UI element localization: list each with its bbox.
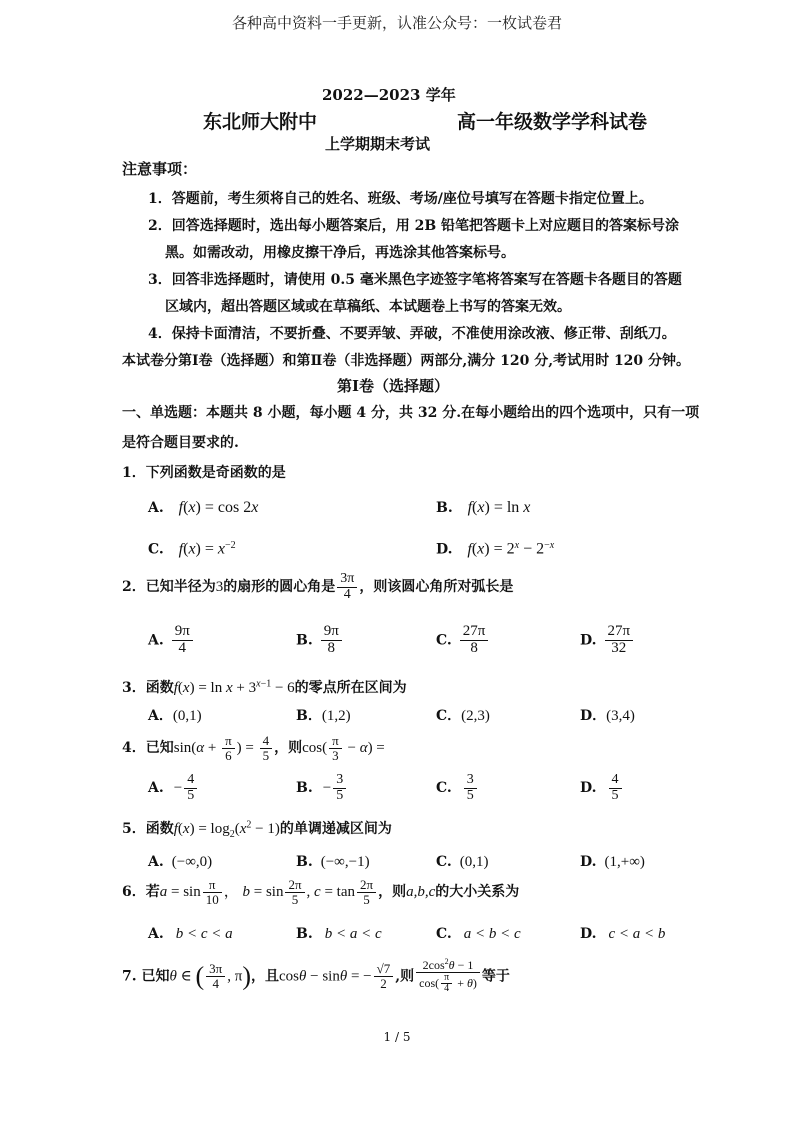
q4-stem: 4．已知sin(α + $\frac{\pi}{6}$ ) = $\frac{4}{5}$ ，则cos( $\frac{\pi}{3}$ − α) = [122, 733, 385, 763]
q1-stem: 1．下列函数是奇函数的是 [122, 465, 286, 481]
q3-option-b: B．(1,2) [296, 708, 351, 724]
header-banner: 各种高中资料一手更新，认准公众号：一枚试卷君 [231, 14, 562, 32]
q4-option-d: D. $\frac{4}{5}$ [580, 773, 624, 803]
q6-stem: 6．若a = sin $\frac{\pi}{10}$ ， b = sin $\frac{2\pi}{5}$ , c = tan $\frac{2\pi}{5}$ ，则a,b,c的大小关系为 [122, 877, 520, 907]
exam-year: 2022—2023 学年 [322, 86, 456, 104]
section1-line1: 一、单选题：本题共 8 小题，每小题 4 分，共 32 分.在每小题给出的四个选项中，只有一项 [122, 405, 700, 421]
note-item-4: 4．保持卡面清洁，不要折叠、不要弄皱、弄破，不准使用涂改液、修正带、刮纸刀。 [148, 326, 676, 342]
q5-option-c: C. (0,1) [436, 854, 489, 870]
q6-option-c: C. a < b < c [436, 926, 521, 942]
note-item-2: 2．回答选择题时，选出每小题答案后，用 2B 铅笔把答题卡上对应题目的答案标号涂 [148, 218, 680, 234]
q6-option-a: A. b < c < a [148, 926, 233, 942]
q5-option-b: B. (−∞,−1) [296, 854, 370, 870]
note-item-2-cont: 黑。如需改动，用橡皮擦干净后，再选涂其他答案标号。 [165, 245, 515, 261]
q2-option-d: D. $\frac{27\pi}{32}$ [580, 624, 635, 657]
q6-option-d: D. c < a < b [580, 926, 666, 942]
notes-summary: 本试卷分第Ⅰ卷（选择题）和第Ⅱ卷（非选择题）两部分,满分 120 分,考试用时 120 分钟。 [122, 353, 691, 369]
q2-option-a: A. $\frac{9\pi}{4}$ [148, 624, 195, 657]
page-number: 1 / 5 [383, 1030, 411, 1044]
note-item-3-cont: 区域内，超出答题区域或在草稿纸、本试题卷上书写的答案无效。 [165, 299, 571, 315]
q2-option-b: B. $\frac{9\pi}{8}$ [296, 624, 344, 657]
exam-subject: 高一年级数学学科试卷 [457, 111, 648, 133]
note-item-3: 3．回答非选择题时，请使用 0.5 毫米黑色字迹签字笔将答案写在答题卡各题目的答题 [148, 272, 682, 288]
q3-option-d: D．(3,4) [580, 708, 635, 724]
q1-option-d: D. $f(x) = 2^x - 2^{-x}$ [436, 540, 555, 558]
q3-option-a: A．(0,1) [148, 708, 202, 724]
q4-option-c: C. $\frac{3}{5}$ [436, 773, 479, 803]
q2-option-c: C. $\frac{27\pi}{8}$ [436, 624, 490, 657]
q1-option-a: A. f(x) = cos 2x [148, 499, 259, 516]
q6-option-b: B. b < a < c [296, 926, 382, 942]
part1-title: 第Ⅰ卷（选择题） [337, 377, 450, 395]
notes-heading: 注意事项： [122, 160, 198, 178]
school-name: 东北师大附中 [203, 111, 318, 133]
q2-stem: 2．已知半径为3的扇形的圆心角是 $\frac{3\pi}{4}$ ，则该圆心角所对弧长是 [122, 571, 514, 602]
exam-term: 上学期期末考试 [325, 135, 431, 153]
q5-stem: 5．函数$f(x) = \log_2(x^2 - 1)$的单调递减区间为 [122, 819, 392, 840]
q4-option-a: A. − $\frac{4}{5}$ [148, 773, 199, 803]
q4-option-b: B. − $\frac{3}{5}$ [296, 773, 348, 803]
q3-option-c: C．(2,3) [436, 708, 490, 724]
q5-option-d: D. (1,+∞) [580, 854, 645, 870]
q3-stem: 3．函数$f(x) = \ln x + 3^{x-1} - 6$的零点所在区间为 [122, 678, 407, 696]
q1-option-b: B. f(x) = ln x [436, 499, 531, 516]
q1-option-c: C. $f(x) = x^{-2}$ [148, 540, 236, 558]
q7-stem: 7. 已知θ ∈ ( $\frac{3\pi}{4}$ , π)，且cosθ − sinθ = − $\frac{√7}{2}$ ,则 $2\cos^2\theta - 1$ cos( $\frac{\pi}{4}$ + θ) 等于 [122, 957, 510, 995]
q5-option-a: A. (−∞,0) [148, 854, 213, 870]
note-item-1: 1．答题前，考生须将自己的姓名、班级、考场/座位号填写在答题卡指定位置上。 [148, 191, 653, 207]
section1-line2: 是符合题目要求的. [122, 435, 239, 451]
